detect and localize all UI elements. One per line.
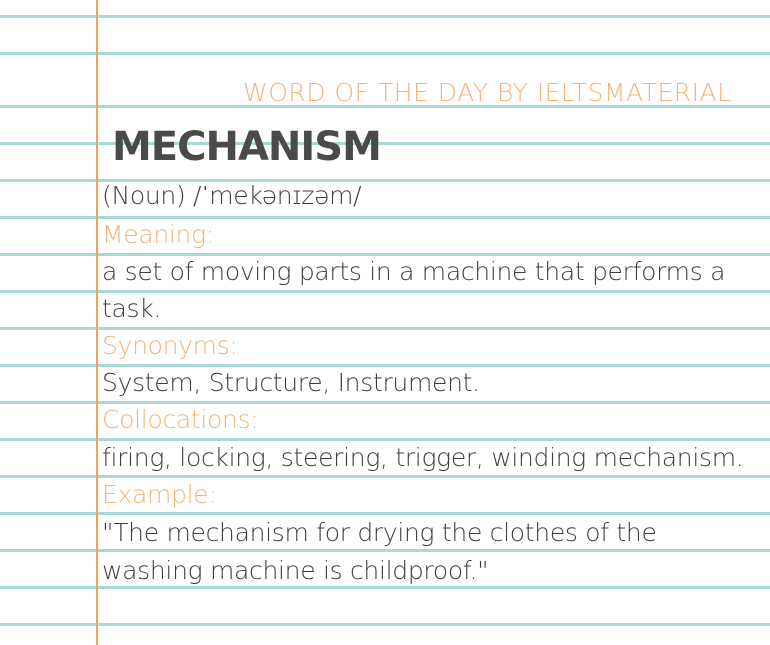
word-heading: MECHANISM [112, 124, 381, 170]
collocations-text: firing, locking, steering, trigger, winding mechanism. [102, 443, 744, 472]
meaning-line: task. [102, 294, 162, 323]
example-line: washing machine is childproof." [102, 556, 489, 585]
pronunciation: (Noun) /ˈmekənɪzəm/ [102, 181, 362, 210]
brand-title: WORD OF THE DAY BY IELTSMATERIAL [243, 78, 732, 107]
meaning-label: Meaning: [102, 220, 214, 249]
synonyms-label: Synonyms: [102, 331, 238, 360]
synonyms-text: System, Structure, Instrument. [102, 368, 480, 397]
example-label: Example: [102, 480, 217, 509]
meaning-line: a set of moving parts in a machine that performs a [102, 257, 726, 286]
margin-line [96, 0, 98, 645]
example-line: "The mechanism for drying the clothes of the [102, 518, 657, 547]
collocations-label: Collocations: [102, 405, 259, 434]
